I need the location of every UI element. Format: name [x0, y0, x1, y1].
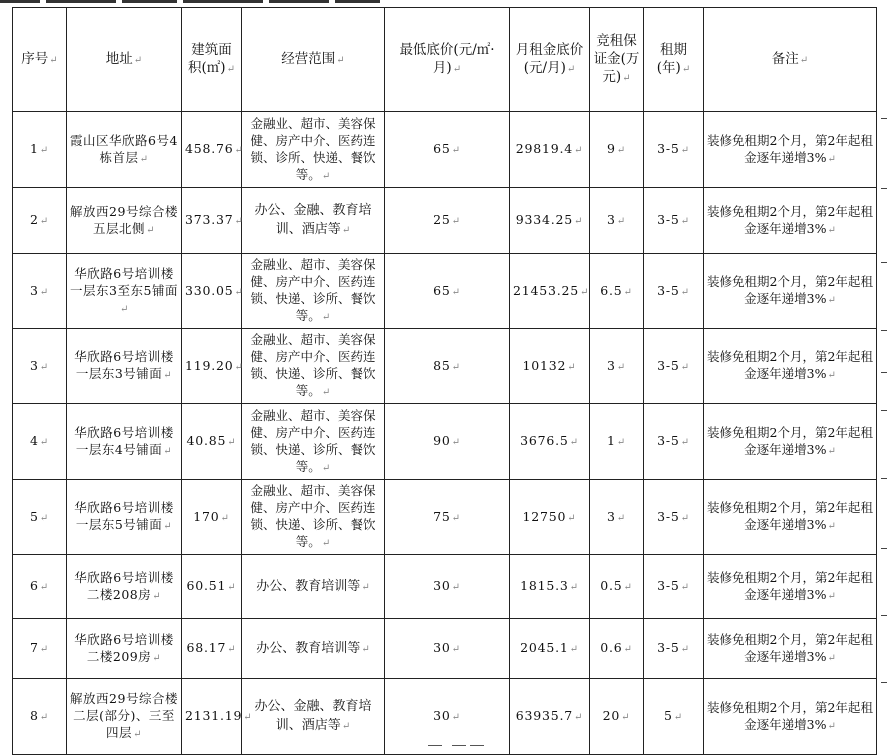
- min-price-cell-text: 75: [433, 508, 451, 524]
- row-index: 4↵: [13, 404, 67, 480]
- edge-mark: [881, 410, 887, 411]
- remarks-cell-text: 装修免租期2个月，第2年起租金逐年递增3%: [707, 569, 873, 602]
- rental-listing-table: [12, 7, 877, 755]
- min-price-cell: 85↵: [385, 329, 510, 404]
- scope-cell-text: 办公、教育培训等: [256, 640, 361, 656]
- area-cell: 330.05↵: [182, 254, 242, 329]
- min-price-cell: 65↵: [385, 254, 510, 329]
- min-price-cell: 25↵: [385, 188, 510, 254]
- edge-mark: [881, 615, 887, 616]
- scope-cell-text: 金融业、超市、美容保健、房产中介、医药连锁、快递、诊所、餐饮等。: [250, 483, 376, 549]
- table-row: [13, 480, 877, 555]
- scope-cell: 办公、教育培训等↵: [242, 555, 385, 619]
- edge-mark: [881, 548, 887, 549]
- header-address: 地址↵: [67, 8, 182, 112]
- scope-cell-text: 办公、金融、教育培训、酒店等: [254, 699, 372, 733]
- table-row: [13, 112, 877, 188]
- area-cell-text: 170: [193, 508, 220, 524]
- remarks-cell-text: 装修免租期2个月，第2年起租金逐年递增3%: [707, 203, 873, 236]
- address-cell: 华欣路6号培训楼一层东3号铺面↵: [67, 329, 182, 404]
- area-cell-text: 60.51: [186, 578, 227, 593]
- header-deposit: 竞租保证金(万元)↵: [590, 8, 644, 112]
- area-cell: 60.51↵: [182, 555, 242, 619]
- table-row: [13, 188, 877, 254]
- remarks-cell-text: 装修免租期2个月，第2年起租金逐年递增3%: [707, 349, 873, 381]
- row-index: 7↵: [13, 619, 67, 679]
- edge-mark: [881, 118, 887, 119]
- scope-cell-text: 办公、教育培训等: [256, 578, 361, 594]
- min-price-cell-text: 30: [433, 578, 451, 593]
- bottom-mark: [452, 745, 466, 746]
- deposit-cell-text: 0.5: [600, 578, 623, 593]
- term-cell: 3-5↵: [644, 404, 704, 480]
- header-monthly-rent: 月租金底价(元/月)↵: [510, 8, 590, 112]
- header-area: 建筑面积(㎡)↵: [182, 8, 242, 112]
- row-index-text: 3: [30, 282, 39, 298]
- term-cell-text: 3-5: [657, 212, 680, 227]
- area-cell-text: 330.05: [185, 282, 234, 298]
- remarks-cell-text: 装修免租期2个月，第2年起租金逐年递增3%: [707, 424, 873, 457]
- term-cell-text: 3-5: [657, 640, 680, 655]
- term-cell: 3-5↵: [644, 619, 704, 679]
- remarks-cell-text: 装修免租期2个月，第2年起租金逐年递增3%: [707, 132, 873, 165]
- deposit-cell-text: 3: [607, 508, 616, 524]
- monthly-rent-cell-text: 2045.1: [520, 640, 569, 655]
- address-cell: 华欣路6号培训楼二楼208房↵: [67, 555, 182, 619]
- remarks-cell: 装修免租期2个月，第2年起租金逐年递增3%↵: [704, 619, 877, 679]
- term-cell: 3-5↵: [644, 188, 704, 254]
- monthly-rent-cell: 3676.5↵: [510, 404, 590, 480]
- header-scope: 经营范围↵: [242, 8, 385, 112]
- deposit-cell-text: 9: [607, 141, 616, 156]
- deposit-cell: 3↵: [590, 329, 644, 404]
- row-index-text: 5: [30, 508, 39, 524]
- deposit-cell: 3↵: [590, 188, 644, 254]
- area-cell: 170↵: [182, 480, 242, 555]
- scope-cell: 金融业、超市、美容保健、房产中介、医药连锁、快递、诊所、餐饮等。↵: [242, 404, 385, 480]
- area-cell-text: 373.37: [185, 212, 234, 227]
- min-price-cell: 65↵: [385, 112, 510, 188]
- min-price-cell-text: 65: [433, 141, 451, 156]
- address-cell-text: 霞山区华欣路6号4栋首层: [70, 132, 178, 165]
- table-row: [13, 679, 877, 755]
- address-cell-text: 华欣路6号培训楼一层东5号铺面: [74, 500, 174, 532]
- monthly-rent-cell-text: 63935.7: [515, 708, 574, 723]
- area-cell-text: 2131.19: [185, 708, 243, 723]
- deposit-cell: 0.5↵: [590, 555, 644, 619]
- deposit-cell-text: 3: [607, 212, 616, 227]
- monthly-rent-cell: 63935.7↵: [510, 679, 590, 755]
- min-price-cell: 75↵: [385, 480, 510, 555]
- scope-cell: 金融业、超市、美容保健、房产中介、医药连锁、诊所、快递、餐饮等。↵: [242, 112, 385, 188]
- table-row: [13, 555, 877, 619]
- monthly-rent-cell-text: 29819.4: [515, 141, 574, 156]
- row-index-text: 6: [30, 578, 39, 593]
- area-cell: 2131.19↵: [182, 679, 242, 755]
- remarks-cell-text: 装修免租期2个月，第2年起租金逐年递增3%: [707, 631, 873, 664]
- min-price-cell-text: 30: [433, 640, 451, 655]
- min-price-cell: 30↵: [385, 679, 510, 755]
- min-price-cell-text: 65: [433, 282, 451, 298]
- scope-cell: 办公、金融、教育培训、酒店等↵: [242, 679, 385, 755]
- remarks-cell: 装修免租期2个月，第2年起租金逐年递增3%↵: [704, 679, 877, 755]
- table-row: [13, 254, 877, 329]
- deposit-cell: 20↵: [590, 679, 644, 755]
- term-cell-text: 3-5: [657, 578, 680, 593]
- term-cell-text: 3-5: [657, 357, 680, 373]
- deposit-cell-text: 3: [607, 357, 616, 373]
- deposit-cell: 0.6↵: [590, 619, 644, 679]
- address-cell-text: 解放西29号综合楼二层(部分)、三至四层: [70, 691, 178, 740]
- term-cell-text: 3-5: [657, 141, 680, 156]
- edge-mark: [881, 372, 887, 373]
- address-cell-text: 华欣路6号培训楼二楼209房: [74, 631, 174, 664]
- remarks-cell: 装修免租期2个月，第2年起租金逐年递增3%↵: [704, 112, 877, 188]
- term-cell: 5↵: [644, 679, 704, 755]
- deposit-cell: 9↵: [590, 112, 644, 188]
- monthly-rent-cell-text: 12750: [522, 508, 567, 524]
- header-remarks: 备注↵: [704, 8, 877, 112]
- edge-mark: [881, 262, 887, 263]
- row-index: 5↵: [13, 480, 67, 555]
- remarks-cell: 装修免租期2个月，第2年起租金逐年递增3%↵: [704, 254, 877, 329]
- edge-mark: [881, 330, 887, 331]
- remarks-cell-text: 装修免租期2个月，第2年起租金逐年递增3%: [707, 699, 873, 732]
- scope-cell-text: 金融业、超市、美容保健、房产中介、医药连锁、诊所、快递、餐饮等。: [250, 115, 376, 182]
- row-index-text: 8: [30, 708, 39, 723]
- address-cell: 解放西29号综合楼五层北侧↵: [67, 188, 182, 254]
- scope-cell-text: 办公、金融、教育培训、酒店等: [254, 203, 372, 237]
- term-cell-text: 3-5: [657, 282, 680, 298]
- monthly-rent-cell-text: 10132: [522, 357, 567, 373]
- remarks-cell: 装修免租期2个月，第2年起租金逐年递增3%↵: [704, 404, 877, 480]
- monthly-rent-cell: 2045.1↵: [510, 619, 590, 679]
- row-index: 6↵: [13, 555, 67, 619]
- row-index: 2↵: [13, 188, 67, 254]
- monthly-rent-cell: 1815.3↵: [510, 555, 590, 619]
- address-cell: 霞山区华欣路6号4栋首层↵: [67, 112, 182, 188]
- header-index: 序号↵: [13, 8, 67, 112]
- row-index: 3↵: [13, 329, 67, 404]
- term-cell: 3-5↵: [644, 480, 704, 555]
- monthly-rent-cell: 21453.25↵: [510, 254, 590, 329]
- deposit-cell: 1↵: [590, 404, 644, 480]
- address-cell: 解放西29号综合楼二层(部分)、三至四层↵: [67, 679, 182, 755]
- remarks-cell: 装修免租期2个月，第2年起租金逐年递增3%↵: [704, 555, 877, 619]
- term-cell: 3-5↵: [644, 555, 704, 619]
- cropped-heading-line: [0, 0, 888, 6]
- edge-mark: [881, 478, 887, 479]
- monthly-rent-cell-text: 9334.25: [515, 212, 574, 227]
- monthly-rent-cell: 29819.4↵: [510, 112, 590, 188]
- min-price-cell-text: 85: [433, 357, 451, 373]
- area-cell: 373.37↵: [182, 188, 242, 254]
- scope-cell: 办公、金融、教育培训、酒店等↵: [242, 188, 385, 254]
- area-cell: 119.20↵: [182, 329, 242, 404]
- remarks-cell: 装修免租期2个月，第2年起租金逐年递增3%↵: [704, 188, 877, 254]
- deposit-cell: 3↵: [590, 480, 644, 555]
- row-index-text: 7: [30, 640, 39, 655]
- table-row: [13, 619, 877, 679]
- remarks-cell: 装修免租期2个月，第2年起租金逐年递增3%↵: [704, 329, 877, 404]
- row-index: 3↵: [13, 254, 67, 329]
- scope-cell: 金融业、超市、美容保健、房产中介、医药连锁、快递、诊所、餐饮等。↵: [242, 329, 385, 404]
- area-cell: 40.85↵: [182, 404, 242, 480]
- address-cell-text: 华欣路6号培训楼二楼208房: [74, 569, 174, 602]
- monthly-rent-cell: 9334.25↵: [510, 188, 590, 254]
- header-row: [13, 8, 877, 112]
- min-price-cell: 30↵: [385, 555, 510, 619]
- area-cell: 68.17↵: [182, 619, 242, 679]
- term-cell: 3-5↵: [644, 329, 704, 404]
- row-index: 1↵: [13, 112, 67, 188]
- scope-cell-text: 金融业、超市、美容保健、房产中介、医药连锁、快递、诊所、餐饮等。: [250, 407, 376, 474]
- monthly-rent-cell: 12750↵: [510, 480, 590, 555]
- header-term: 租期(年)↵: [644, 8, 704, 112]
- term-cell-text: 3-5: [657, 508, 680, 524]
- deposit-cell: 6.5↵: [590, 254, 644, 329]
- scope-cell: 金融业、超市、美容保健、房产中介、医药连锁、快递、诊所、餐饮等。↵: [242, 480, 385, 555]
- table-row: [13, 404, 877, 480]
- address-cell: 华欣路6号培训楼一层东5号铺面↵: [67, 480, 182, 555]
- scope-cell: 金融业、超市、美容保健、房产中介、医药连锁、快递、诊所、餐饮等。↵: [242, 254, 385, 329]
- remarks-cell-text: 装修免租期2个月，第2年起租金逐年递增3%: [707, 500, 873, 532]
- address-cell-text: 华欣路6号培训楼一层东3号铺面: [74, 349, 174, 381]
- min-price-cell: 90↵: [385, 404, 510, 480]
- header-min-price: 最低底价(元/㎡·月)↵: [385, 8, 510, 112]
- row-index-text: 2: [30, 212, 39, 227]
- area-cell-text: 40.85: [186, 433, 227, 448]
- bottom-mark: [470, 745, 484, 746]
- edge-mark: [881, 682, 887, 683]
- row-index-text: 4: [30, 433, 39, 448]
- monthly-rent-cell-text: 21453.25: [513, 282, 580, 298]
- row-index: 8↵: [13, 679, 67, 755]
- monthly-rent-cell-text: 1815.3: [520, 578, 569, 593]
- remarks-cell-text: 装修免租期2个月，第2年起租金逐年递增3%: [707, 274, 873, 306]
- address-cell-text: 解放西29号综合楼五层北侧: [70, 203, 178, 236]
- bottom-mark: [428, 745, 442, 746]
- min-price-cell-text: 25: [433, 212, 451, 227]
- edge-mark: [881, 188, 887, 189]
- area-cell-text: 458.76: [185, 141, 234, 156]
- row-index-text: 3: [30, 357, 39, 373]
- deposit-cell-text: 1: [607, 433, 616, 448]
- deposit-cell-text: 6.5: [600, 282, 623, 298]
- area-cell-text: 119.20: [185, 357, 234, 373]
- min-price-cell-text: 30: [433, 708, 451, 723]
- term-cell-text: 5: [664, 708, 673, 723]
- scope-cell-text: 金融业、超市、美容保健、房产中介、医药连锁、快递、诊所、餐饮等。: [250, 332, 376, 398]
- remarks-cell: 装修免租期2个月，第2年起租金逐年递增3%↵: [704, 480, 877, 555]
- address-cell-text: 华欣路6号培训楼一层东4号铺面: [74, 424, 174, 457]
- monthly-rent-cell-text: 3676.5: [520, 433, 569, 448]
- deposit-cell-text: 0.6: [600, 640, 623, 655]
- min-price-cell: 30↵: [385, 619, 510, 679]
- address-cell: 华欣路6号培训楼一层东3至东5铺面↵: [67, 254, 182, 329]
- address-cell: 华欣路6号培训楼二楼209房↵: [67, 619, 182, 679]
- deposit-cell-text: 20: [602, 708, 621, 723]
- min-price-cell-text: 90: [433, 433, 451, 448]
- term-cell: 3-5↵: [644, 254, 704, 329]
- table-row: [13, 329, 877, 404]
- address-cell-text: 华欣路6号培训楼一层东3至东5铺面: [70, 265, 178, 298]
- area-cell: 458.76↵: [182, 112, 242, 188]
- address-cell: 华欣路6号培训楼一层东4号铺面↵: [67, 404, 182, 480]
- term-cell: 3-5↵: [644, 112, 704, 188]
- scope-cell-text: 金融业、超市、美容保健、房产中介、医药连锁、快递、诊所、餐饮等。: [250, 257, 376, 323]
- area-cell-text: 68.17: [186, 640, 227, 655]
- row-index-text: 1: [30, 141, 39, 156]
- term-cell-text: 3-5: [657, 433, 680, 448]
- scope-cell: 办公、教育培训等↵: [242, 619, 385, 679]
- monthly-rent-cell: 10132↵: [510, 329, 590, 404]
